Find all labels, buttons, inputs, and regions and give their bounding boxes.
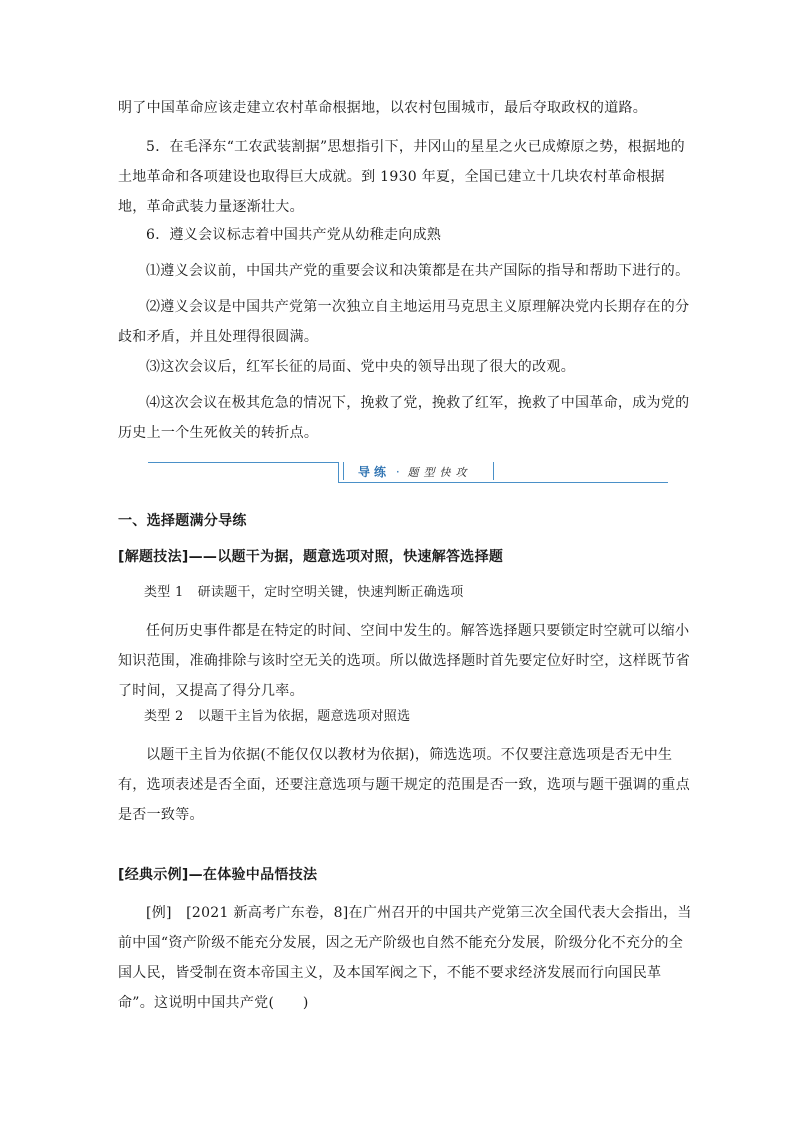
example-heading-block [118,860,693,890]
type2-number: 类型 2 [144,709,184,724]
paragraph-point-6-title: 6．遵义会议标志着中国共产党从幼稚走向成熟 [146,227,442,243]
type1-number: 类型 1 [144,585,184,600]
point-6-title [118,220,693,250]
banner-sub-text: 题型快攻 [407,466,472,479]
paragraph-point-6-3: ⑶这次会议后，红军长征的局面、党中央的领导出现了很大的改观。 [146,359,575,375]
banner-line-left [148,462,338,463]
example-text-block [118,898,693,1018]
type2-text: 以题干主旨为依据(不能仅仅以教材为依据)，筛选选项。不仅要注意选项是否无中生有，选项表述是否全面，还要注意选项与题干规定的范围是否一致，选项与题干强调的重点是否一致等。 [118,747,690,823]
type1-text: 任何历史事件都是在特定的时间、空间中发生的。解答选择题只要锁定时空就可以缩小知识范围，准确排除与该时空无关的选项。所以做选择题时首先要定位好时空，这样既节省了时间，又提高了得分几率。 [118,623,690,699]
example-text: [例] [2021 新高考广东卷，8]在广州召开的中国共产党第三次全国代表大会指出，当前中国“资产阶级不能充分发展，因之无产阶级也自然不能充分发展，阶级分化不充分的全国人民，皆受制在资本帝国主义，及本国军阀之下，不能不要求经济发展而行向国民革命”。这说明中国共产党( ) [118,905,692,1011]
type1-line [118,578,693,608]
paragraph-point-5: 5．在毛泽东“工农武装割据”思想指引下，井冈山的星星之火已成燎原之势，根据地的土地革命和各项建设也取得巨大成就。到 1930 年夏，全国已建立十几块农村革命根据地，革命武装力量逐渐壮大。 [118,139,685,215]
type2-heading [118,702,693,732]
point-6-1 [118,256,693,286]
method-heading-block [118,542,693,572]
banner-title [358,463,472,482]
point-6-2 [118,292,693,352]
banner-main-text: 导练 [358,465,391,479]
point-6-4 [118,388,693,448]
banner-dot: · [395,465,402,479]
banner-tab-left [343,462,350,480]
point-5 [118,132,693,222]
section-title: 一、选择题满分导练 [118,513,247,529]
type2-title: 以题干主旨为依据，题意选项对照选 [197,709,411,724]
section-banner [148,458,668,486]
intro-continuation [118,93,693,123]
banner-line-right [493,482,668,483]
type1-text-block [118,616,693,706]
example-heading: [经典示例]—在体验中品悟技法 [118,867,318,883]
paragraph-continuation: 明了中国革命应该走建立农村革命根据地，以农村包围城市，最后夺取政权的道路。 [118,100,648,116]
paragraph-point-6-4: ⑷这次会议在极其危急的情况下，挽救了党，挽救了红军，挽救了中国革命，成为党的历史上一个生死攸关的转折点。 [118,395,690,441]
point-6-3 [118,352,693,382]
type1-title: 研读题干，定时空明关键，快速判断正确选项 [197,585,464,600]
paragraph-point-6-2: ⑵遵义会议是中国共产党第一次独立自主地运用马克思主义原理解决党内长期存在的分歧和矛盾，并且处理得很圆满。 [118,299,690,345]
banner-tab-right [487,462,494,480]
type1-heading [118,578,693,608]
paragraph-point-6-1: ⑴遵义会议前，中国共产党的重要会议和决策都是在共产国际的指导和帮助下进行的。 [146,263,690,279]
section-heading [118,506,693,536]
type2-line [118,702,693,732]
method-heading: [解题技法]——以题干为据，题意选项对照，快速解答选择题 [118,549,504,565]
type2-text-block [118,740,693,830]
